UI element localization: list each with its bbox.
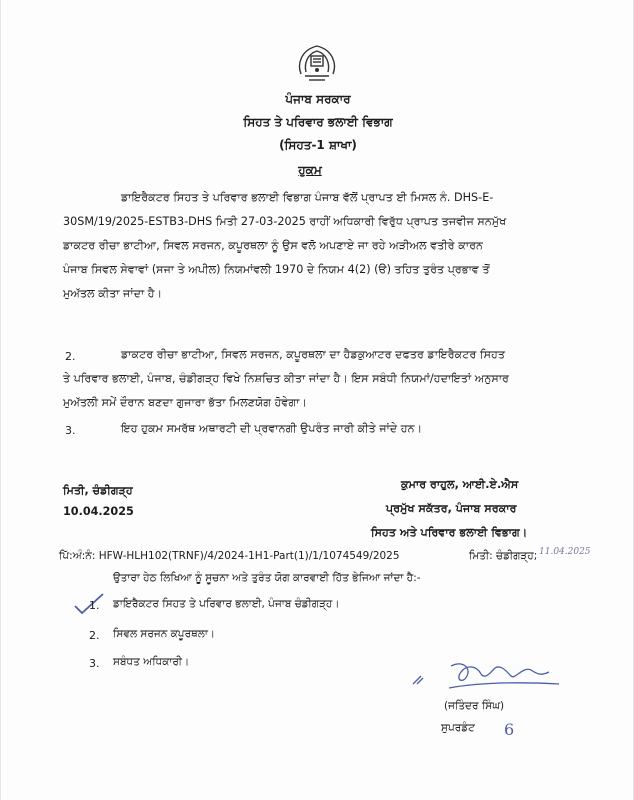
paragraph-1-line: ਡਾਕਟਰ ਰੀਚਾ ਭਾਟੀਆ, ਸਿਵਲ ਸਰਜਨ, ਕਪੂਰਥਲਾ ਨੂੰ ਉਸ ਵਲੋ ਅਪਣਾਏ ਜਾ ਰਹੇ ਅੜੀਅਲ ਵਤੀਰੇ ਕਾਰਨ [63, 239, 484, 252]
paragraph-2-number: 2. [65, 350, 76, 363]
government-heading: ਪੰਜਾਬ ਸਰਕਾਰ [285, 92, 351, 106]
endorsement-reference: ਪਿੱ:ਅੰ:ਨੰ: HFW-HLH102(TRNF)/4/2024-1H1-Part(1)/1/1074549/2025 [59, 550, 400, 562]
signatory-department: ਸਿਹਤ ਅਤੇ ਪਰਿਵਾਰ ਭਲਾਈ ਵਿਭਾਗ। [371, 526, 528, 539]
paragraph-2 [63, 343, 583, 415]
recipient-3-number: 3. [89, 657, 100, 670]
officer-designation: ਸੁਪਰਡੰਟ [441, 722, 475, 734]
paragraph-2-line: ਡਾਕਟਰ ਰੀਚਾ ਭਾਟੀਆ, ਸਿਵਲ ਸਰਜਨ, ਕਪੂਰਥਲਾ ਦਾ ਹੈਡਕੁਆਟਰ ਦਫਤਰ ਡਾਇਰੈਕਟਰ ਸਿਹਤ [121, 348, 506, 361]
signatory-designation: ਪ੍ਰਮੁੱਖ ਸਕੱਤਰ, ਪੰਜਾਬ ਸਰਕਾਰ [386, 502, 517, 515]
order-date: 10.04.2025 [63, 505, 134, 518]
recipient-2: ਸਿਵਲ ਸਰਜਨ ਕਪੂਰਥਲਾ। [113, 628, 215, 640]
date-place: ਮਿਤੀ, ਚੰਡੀਗੜ੍ਹ [63, 484, 133, 497]
initial-mark: 6 [504, 720, 515, 739]
order-title: ਹੁਕਮ [298, 163, 322, 177]
branch-heading: (ਸਿਹਤ-1 ਸ਼ਾਖਾ) [279, 138, 357, 152]
officer-name: (ਜਤਿੰਦਰ ਸਿੰਘ) [444, 700, 505, 712]
paragraph-1-line: 30SM/19/2025-ESTB3-DHS ਮਿਤੀ 27-03-2025 ਰਾਹੀਂ ਅਧਿਕਾਰੀ ਵਿਰੁੱਧ ਪ੍ਰਾਪਤ ਤਜਵੀਜ ਸਨਮੁੱਖ [63, 215, 507, 228]
handwritten-date: 11.04.2025 [539, 547, 591, 557]
paragraph-2-line: ਮੁਅੱਤਲੀ ਸਮੇਂ ਦੌਰਾਨ ਬਣਦਾ ਗੁਜਾਰਾ ਭੱਤਾ ਮਿਲਣਯੋਗ ਹੋਵੇਗਾ। [63, 396, 308, 409]
department-heading: ਸਿਹਤ ਤੇ ਪਰਿਵਾਰ ਭਲਾਈ ਵਿਭਾਗ [243, 115, 393, 129]
recipient-1-number: 1. [89, 599, 100, 612]
signatory-name: ਕੁਮਾਰ ਰਾਹੁਲ, ਆਈ.ਏ.ਐਸ [401, 478, 519, 491]
recipient-1: ਡਾਇਰੈਕਟਰ ਸਿਹਤ ਤੇ ਪਰਿਵਾਰ ਭਲਾਈ, ਪੰਜਾਬ ਚੰਡੀਗੜ੍ਹ। [113, 598, 340, 610]
paragraph-1-line: ਡਾਇਰੈਕਟਰ ਸਿਹਤ ਤੇ ਪਰਿਵਾਰ ਭਲਾਈ ਵਿਭਾਗ ਪੰਜਾਬ ਵੱਲੋਂ ਪ੍ਰਾਪਤ ਈ ਮਿਸਲ ਨੰ. DHS-E- [121, 191, 494, 204]
endorsement-intro: ਉਤਾਰਾ ਹੇਠ ਲਿਖਿਆ ਨੂੰ ਸੂਚਨਾ ਅਤੇ ਤੁਰੰਤ ਯੋਗ ਕਾਰਵਾਈ ਹਿੱਤ ਭੇਜਿਆ ਜਾਂਦਾ ਹੈ:- [113, 572, 421, 584]
recipient-3: ਸਬੰਧਤ ਅਧਿਕਾਰੀ। [113, 656, 190, 668]
paragraph-1-line: ਮੁਅੱਤਲ ਕੀਤਾ ਜਾਂਦਾ ਹੈ। [63, 287, 163, 300]
paragraph-2-line: ਤੇ ਪਰਿਵਾਰ ਭਲਾਈ, ਪੰਜਾਬ, ਚੰਡੀਗੜ੍ਹ ਵਿਖੇ ਨਿਸ਼ਚਿਤ ਕੀਤਾ ਜਾਂਦਾ ਹੈ। ਇਸ ਸਬੰਧੀ ਨਿਯਮਾਂ/ਹਦਾਇਤਾਂ ਅਨੁਸਾਰ [63, 372, 509, 385]
paragraph-3-text: ਇਹ ਹੁਕਮ ਸਮਰੱਥ ਅਥਾਰਟੀ ਦੀ ਪ੍ਰਵਾਨਗੀ ਉਪਰੰਤ ਜਾਰੀ ਕੀਤੇ ਜਾਂਦੇ ਹਨ। [121, 422, 423, 435]
paragraph-3-number: 3. [65, 424, 76, 437]
state-emblem-icon [291, 40, 343, 84]
paragraph-1-line: ਪੰਜਾਬ ਸਿਵਲ ਸੇਵਾਵਾਂ (ਸਜਾ ਤੇ ਅਪੀਲ) ਨਿਯਮਾਂਵਲੀ 1970 ਦੇ ਨਿਯਮ 4(2) (ੳ) ਤਹਿਤ ਤੁਰੰਤ ਪ੍ਰਭਾਵ ਤੋਂ [63, 263, 490, 276]
paragraph-1 [63, 186, 583, 306]
endorsement-place: ਮਿਤੀ: ਚੰਡੀਗੜ੍ਹ; [469, 550, 538, 562]
recipient-2-number: 2. [89, 629, 100, 642]
